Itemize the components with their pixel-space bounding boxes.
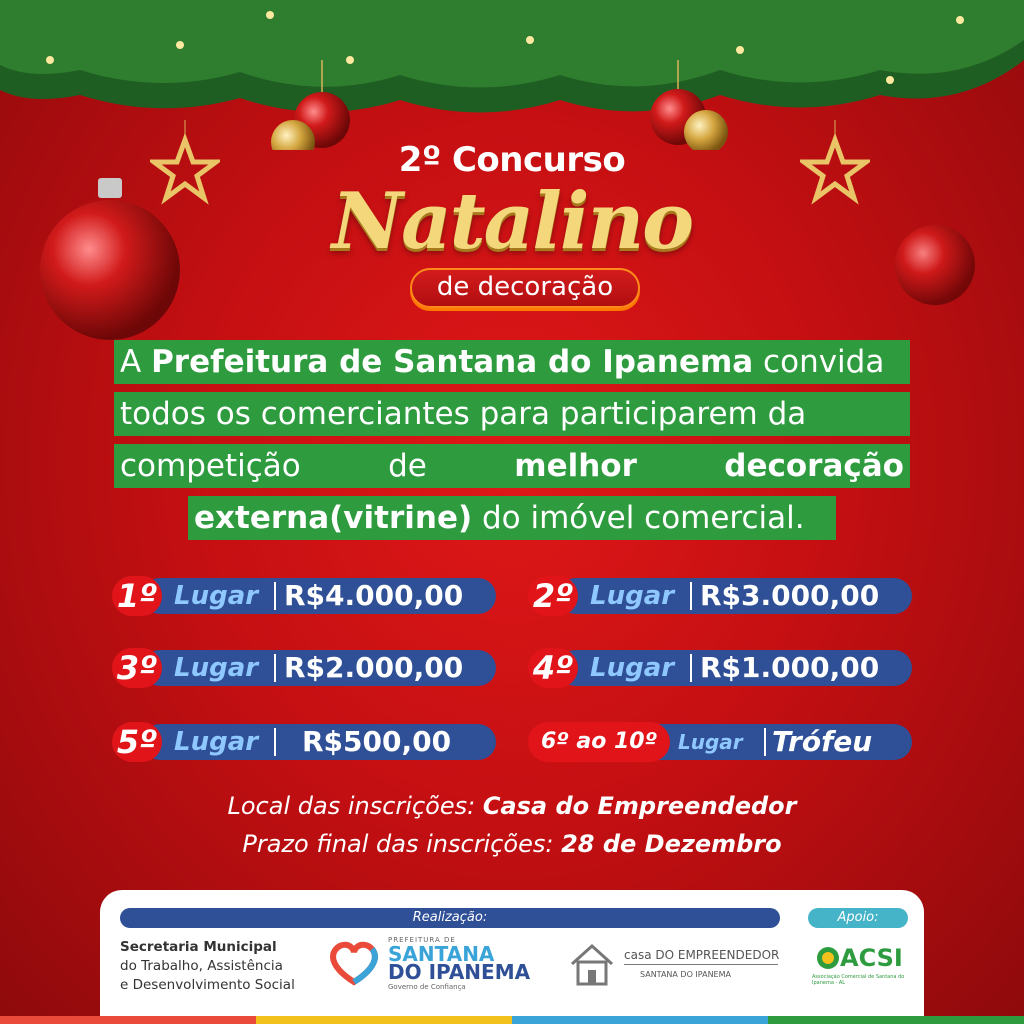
- prize-2: [528, 576, 912, 616]
- prize-place: 2º: [528, 576, 578, 616]
- prize-4: [528, 648, 912, 688]
- casa-empreendedor-logo: [568, 940, 788, 990]
- prize-amount: R$3.000,00: [700, 579, 880, 612]
- text-span: SANTANA DO IPANEMA: [640, 970, 731, 979]
- apoio-label: Apoio:: [808, 908, 908, 928]
- prize-amount: Trófeu: [772, 725, 873, 758]
- realizacao-label: Realização:: [120, 908, 780, 928]
- text-bold: 28 de Dezembro: [561, 830, 782, 858]
- text-span: Governo de Confiança: [388, 983, 466, 991]
- title-line1: 2º Concurso: [398, 140, 626, 180]
- prize-lugar: Lugar: [678, 730, 743, 754]
- prize-lugar: Lugar: [590, 581, 675, 611]
- prize-lugar: Lugar: [590, 653, 675, 683]
- text-span: convida: [753, 344, 885, 380]
- text-span: e Desenvolvimento Social: [120, 977, 295, 993]
- invitation-line-3: [114, 444, 910, 488]
- prize-lugar: Lugar: [174, 653, 259, 683]
- text-bold: Prefeitura de Santana do Ipanema: [151, 344, 754, 380]
- text-span: do Trabalho, Assistência: [120, 958, 283, 974]
- title-subtitle: de decoração: [410, 268, 640, 308]
- text-span: Local das inscrições:: [227, 792, 483, 820]
- text-span: do imóvel comercial.: [472, 500, 805, 536]
- text-span: A: [120, 344, 152, 380]
- prize-6: [528, 722, 912, 762]
- prize-place: 1º: [112, 576, 162, 616]
- heart-icon: [328, 940, 380, 986]
- prize-amount: R$2.000,00: [284, 651, 464, 684]
- text-bold: Secretaria Municipal: [120, 939, 277, 955]
- acsi-logo: [812, 944, 912, 994]
- prize-3: [112, 648, 496, 688]
- text-span: Associação Comercial de Santana do Ipanema - AL: [812, 974, 905, 986]
- invitation-line-1: [114, 340, 910, 384]
- acsi-emblem-icon: [816, 946, 840, 970]
- footer-panel: [100, 890, 924, 1024]
- prize-1: [112, 576, 496, 616]
- text-bold: SANTANA: [388, 942, 495, 966]
- title-natalino: Natalino: [331, 176, 693, 267]
- prize-lugar: Lugar: [174, 727, 259, 757]
- secretaria-text: [120, 938, 295, 995]
- text-span: competição: [120, 448, 301, 484]
- registration-deadline: [0, 830, 1024, 858]
- text-span: PREFEITURA DE: [388, 936, 456, 944]
- prize-amount: R$4.000,00: [284, 579, 464, 612]
- prize-place: 6º ao 10º: [528, 722, 670, 762]
- text-bold: ACSI: [840, 944, 903, 972]
- house-icon: [568, 940, 616, 988]
- color-stripe: [0, 1016, 1024, 1024]
- text-bold: decoração: [724, 448, 904, 484]
- prefeitura-logo: [328, 936, 548, 996]
- text-span: Prazo final das inscrições:: [242, 830, 562, 858]
- text-span: de: [388, 448, 427, 484]
- prize-5: [112, 722, 496, 762]
- invitation-line-2: todos os comerciantes para participarem da: [114, 392, 910, 436]
- prize-place: 4º: [528, 648, 578, 688]
- prize-amount: R$1.000,00: [700, 651, 880, 684]
- prize-place: 5º: [112, 722, 162, 762]
- text-bold: Casa do Empreendedor: [482, 792, 797, 820]
- prize-lugar: Lugar: [174, 581, 259, 611]
- invitation-line-4: [188, 496, 836, 540]
- prize-place: 3º: [112, 648, 162, 688]
- text-bold: externa(vitrine): [194, 500, 473, 536]
- text-bold: melhor: [514, 448, 637, 484]
- prize-amount: R$500,00: [302, 725, 452, 758]
- text-span: casa DO EMPREENDEDOR: [624, 948, 780, 962]
- text-bold: DO IPANEMA: [388, 960, 531, 984]
- registration-location: [0, 792, 1024, 820]
